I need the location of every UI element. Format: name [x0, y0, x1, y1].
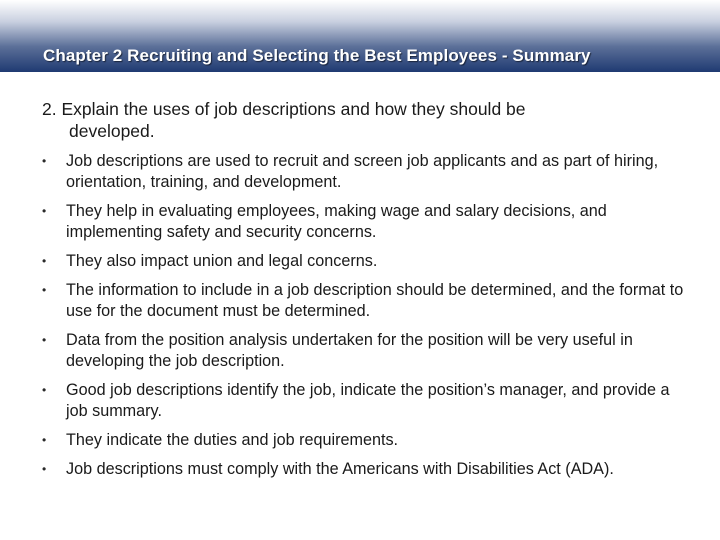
bullet-item [42, 430, 692, 451]
bullet-item [42, 330, 692, 372]
bullet-text: They help in evaluating employees, making wage and salary decisions, and implementing safety and security concerns. [66, 202, 607, 241]
bullet-text: The information to include in a job description should be determined, and the format to use for the document must be determined. [66, 281, 684, 320]
bullet-icon: • [42, 254, 47, 268]
bullet-icon: • [42, 462, 47, 476]
bullet-text: Job descriptions must comply with the Americans with Disabilities Act (ADA). [66, 460, 614, 478]
bullet-text: They indicate the duties and job requirements. [66, 431, 399, 449]
bullet-item [42, 380, 692, 422]
slide-content [42, 98, 692, 488]
bullet-item [42, 459, 692, 480]
section-heading-line-2: developed. [69, 121, 155, 141]
bullet-text: Good job descriptions identify the job, indicate the position’s manager, and provide a job summary. [66, 381, 670, 420]
bullet-icon: • [42, 383, 47, 397]
bullet-item [42, 251, 692, 272]
bullet-icon: • [42, 204, 47, 218]
bullet-icon: • [42, 333, 47, 347]
section-heading [42, 98, 692, 142]
bullet-icon: • [42, 283, 47, 297]
bullet-text: Data from the position analysis undertaken for the position will be very useful in developing the job description. [66, 331, 633, 370]
bullet-list [42, 151, 692, 480]
bullet-text: Job descriptions are used to recruit and screen job applicants and as part of hiring, orientation, training, and development. [66, 152, 659, 191]
bullet-icon: • [42, 154, 47, 168]
bullet-item [42, 151, 692, 193]
title-bar [0, 0, 720, 72]
bullet-icon: • [42, 433, 47, 447]
bullet-text: They also impact union and legal concerns. [66, 252, 378, 270]
section-heading-line-1: 2. Explain the uses of job descriptions and how they should be [42, 99, 526, 119]
bullet-item [42, 201, 692, 243]
bullet-item [42, 280, 692, 322]
slide-title: Chapter 2 Recruiting and Selecting the Best Employees - Summary [43, 46, 591, 65]
